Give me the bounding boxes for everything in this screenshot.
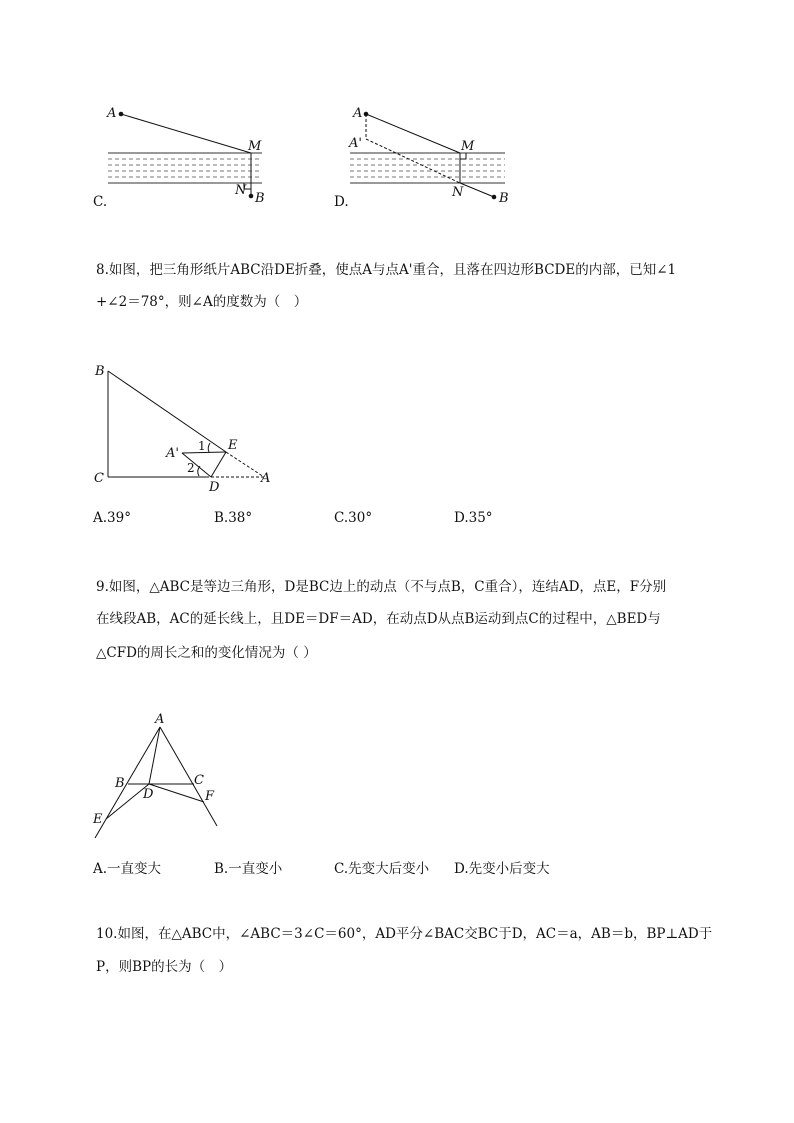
q9-text-line2: 在线段AB，AC的延长线上，且DE＝DF＝AD，在动点D从点B运动到点C的过程中，△BED与	[96, 611, 661, 627]
label-d: D	[143, 787, 154, 802]
label-b: B	[95, 364, 105, 379]
label-n: N	[452, 185, 464, 200]
q9-option-a[interactable]: A.一直变大	[93, 861, 162, 877]
label-d: D	[209, 480, 220, 495]
q9-option-d[interactable]: D.先变小后变大	[454, 861, 550, 877]
q8-option-c[interactable]: C.30°	[334, 510, 373, 526]
q10-text-line2: P，则BP的长为（ ）	[96, 959, 233, 975]
label-b: B	[499, 191, 509, 206]
q8-option-b[interactable]: B.38°	[214, 510, 253, 526]
label-m: M	[248, 139, 262, 154]
option-c-label: C.	[93, 194, 108, 210]
label-a-prime: A'	[166, 446, 179, 461]
q8-option-a[interactable]: A.39°	[93, 510, 131, 526]
angle-2-label: 2	[187, 461, 195, 475]
label-e: E	[228, 438, 238, 453]
q8-text-line1: 8.如图，把三角形纸片ABC沿DE折叠，使点A与点A'重合，且落在四边形BCDE的内部，已知∠1	[96, 262, 677, 278]
q8-text-line2: +∠2＝78°，则∠A的度数为（ ）	[96, 294, 308, 310]
option-d-label: D.	[334, 194, 349, 210]
label-a: A	[261, 471, 271, 486]
label-m: M	[461, 139, 475, 154]
label-c: C	[194, 773, 204, 788]
q9-option-c[interactable]: C.先变大后变小	[334, 861, 430, 877]
label-c: C	[94, 471, 104, 486]
label-f: F	[205, 789, 215, 804]
label-a: A	[353, 106, 363, 121]
label-n: N	[235, 183, 247, 198]
label-b: B	[115, 776, 125, 791]
label-e: E	[93, 812, 103, 827]
q9-text-line1: 9.如图，△ABC是等边三角形，D是BC边上的动点（不与点B，C重合），连结AD，点E，F分别	[96, 579, 667, 595]
q9-text-line3: △CFD的周长之和的变化情况为（ ）	[96, 645, 317, 661]
label-a-prime: A'	[349, 136, 362, 151]
label-b: B	[255, 191, 265, 206]
label-a: A	[155, 712, 165, 727]
q10-text-line1: 10.如图，在△ABC中，∠ABC＝3∠C＝60°，AD平分∠BAC交BC于D，AC＝a，AB＝b，BP⊥AD于	[96, 926, 713, 942]
angle-1-label: 1	[198, 439, 206, 453]
q9-option-b[interactable]: B.一直变小	[214, 861, 283, 877]
q8-option-d[interactable]: D.35°	[454, 510, 493, 526]
label-a: A	[107, 106, 117, 121]
